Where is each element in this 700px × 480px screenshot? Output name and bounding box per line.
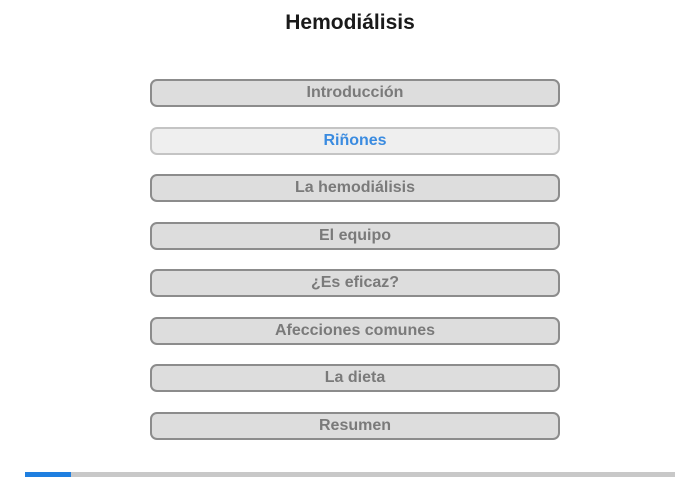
progress-bar (25, 472, 675, 477)
menu-item-la-dieta[interactable]: La dieta (150, 364, 560, 392)
menu-item-la-hemodialisis[interactable]: La hemodiálisis (150, 174, 560, 202)
menu-item-rinones[interactable]: Riñones (150, 127, 560, 155)
menu-item-introduccion[interactable]: Introducción (150, 79, 560, 107)
progress-bar-fill (25, 472, 71, 477)
menu-item-resumen[interactable]: Resumen (150, 412, 560, 440)
menu-item-el-equipo[interactable]: El equipo (150, 222, 560, 250)
menu-item-es-eficaz[interactable]: ¿Es eficaz? (150, 269, 560, 297)
menu-item-afecciones-comunes[interactable]: Afecciones comunes (150, 317, 560, 345)
chapter-menu (150, 79, 560, 459)
page-title: Hemodiálisis (285, 11, 415, 34)
